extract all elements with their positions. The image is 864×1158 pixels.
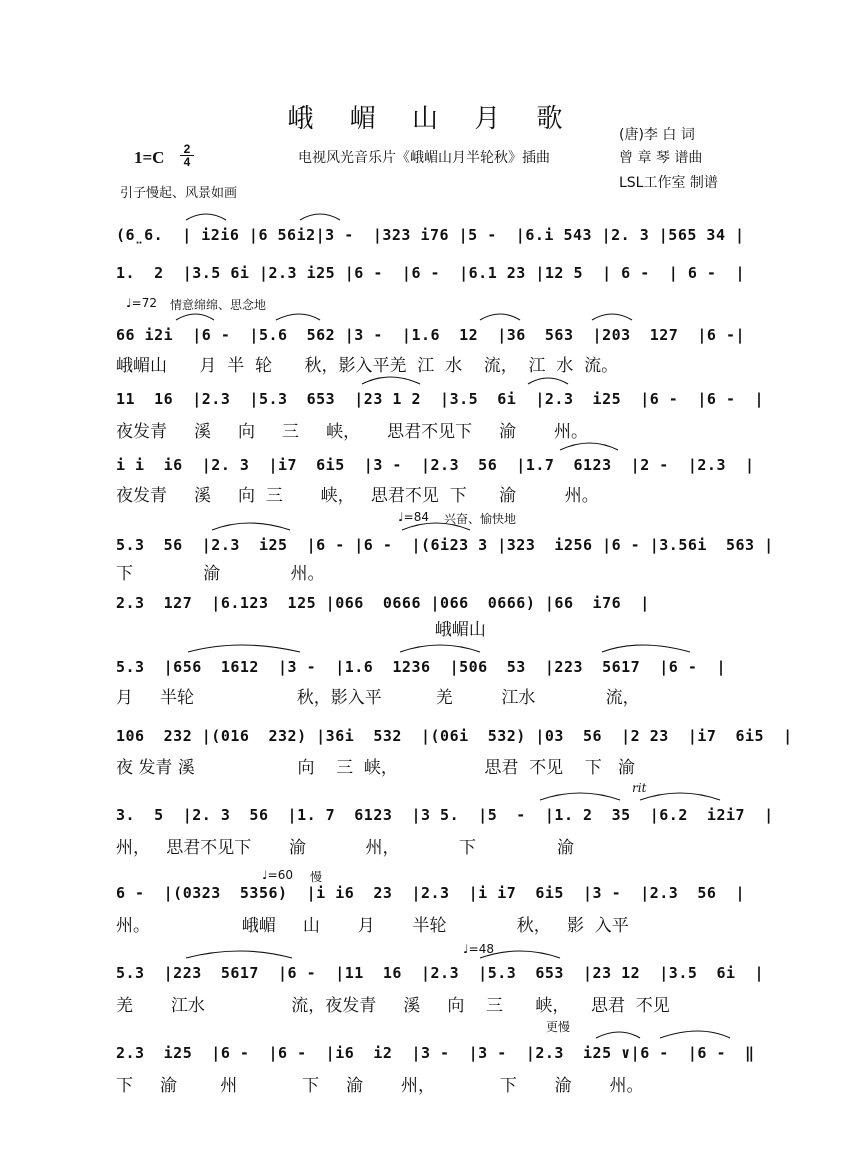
notation-text: 6 - |(0323 5356) |i i6 23 |2.3 |i i7 6i5 |3 - |2.3 56 | (116, 884, 746, 902)
music-line-5 (116, 450, 755, 480)
notation-text: 2.3 i25 |6 - |6 - |i6 i2 |3 - |3 - |2.3 i25 ∨|6 - |6 - ‖ (116, 1044, 755, 1062)
notation-text: (6̤6. | i2i6 |6 56i2|3 - |323 i76 |5 - |6.i 543 |2. 3 |565 34 | (116, 226, 745, 244)
music-line-6 (116, 530, 774, 560)
engraver-credit: LSL工作室 制谱 (619, 175, 718, 191)
music-line-11 (116, 878, 750, 908)
notation-text: 2.3 127 |6.123 125 |066 0666 |066 0666) |66 i76 | (116, 594, 650, 612)
notation-text: 3. 5 |2. 3 56 |1. 7 6123 |3 5. |5 - |1. 2 35 |6.2 i2i7 | (116, 806, 774, 824)
page-title: 峨 嵋 山 月 歌 (287, 104, 577, 134)
notation-text: 106 232 |(016 232) |36i 532 |(06i 532) |03 56 |2 23 |i7 6i5 | (116, 727, 793, 745)
time-signature-top: 2 (180, 143, 194, 156)
music-line-8 (116, 652, 750, 682)
lyric-line-10: 羌 江水 流，夜发青 溪 向 三 峡， 思君 不见 (116, 996, 670, 1016)
music-line-7 (116, 588, 750, 618)
lyric-line-6: 月 半轮 秋，影入平 羌 江水 流， (116, 688, 640, 708)
slur (212, 523, 290, 530)
expression-mark-84: 兴奋、愉快地 (444, 512, 517, 526)
slur (602, 645, 690, 652)
expression-mark-more-slowly: 更慢 (546, 1020, 571, 1034)
slur (186, 951, 292, 958)
notation-text: 5.3 56 |2.3 i25 |6 - |6 - |(6i23 3 |323 i256 |6 - |3.56i 563 | (116, 536, 774, 554)
music-line-12 (116, 958, 765, 988)
music-line-10 (116, 800, 774, 830)
notation-text: 11 16 |2.3 |5.3 653 |23 1 2 |3.5 6i |2.3 i25 |6 - |6 - | (116, 390, 765, 408)
tempo-mark-60: ♩=60 (262, 868, 293, 882)
lyric-line-4: 下 渝 州。 (116, 564, 325, 584)
slur (188, 645, 300, 652)
slur (640, 793, 720, 800)
lyric-line-8: 州， 思君不见下 渝 州， 下 渝 (116, 838, 574, 858)
lyricist-credit: (唐)李 白 词 (619, 127, 695, 143)
notation-text: 5.3 |223 5617 |6 - |11 16 |2.3 |5.3 653 |23 12 |3.5 6i | (116, 964, 765, 982)
lyric-line-1: 峨嵋山 月 半 轮 秋，影入平羌 江 水 流， 江 水 流。 (116, 356, 619, 376)
music-line-1 (116, 220, 750, 250)
lyric-line-5: 峨嵋山 (116, 620, 486, 640)
notation-text: 66 i2i |6 - |5.6 562 |3 - |1.6 12 |36 563 |203 127 |6 -| (116, 326, 746, 344)
music-line-3 (116, 320, 750, 350)
slur (362, 377, 420, 384)
music-line-13 (116, 1038, 755, 1068)
key-signature: 1=C (134, 148, 165, 167)
composer-credit: 曾 章 琴 谱曲 (619, 150, 703, 166)
expression-mark-60: 慢 (310, 870, 323, 884)
slur (400, 645, 480, 652)
music-line-4 (116, 384, 765, 414)
lyric-line-2: 夜发青 溪 向 三 峡， 思君不见下 渝 州。 (116, 422, 588, 442)
expression-mark-72: 情意绵绵、思念地 (170, 298, 267, 312)
notation-text: 5.3 |656 1612 |3 - |1.6 1236 |506 53 |223 5617 |6 - | (116, 658, 726, 676)
slur (660, 1031, 730, 1038)
slur (560, 443, 618, 450)
music-line-2 (116, 258, 750, 288)
notation-text: i i i6 |2. 3 |i7 6i5 |3 - |2.3 56 |1.7 6123 |2 - |2.3 | (116, 456, 755, 474)
notation-text: 1. 2 |3.5 6i |2.3 i25 |6 - |6 - |6.1 23 |12 5 | 6 - | 6 - | (116, 264, 746, 282)
lyric-line-9: 州。 峨嵋 山 月 半轮 秋， 影 入平 (116, 916, 629, 936)
slur (540, 793, 620, 800)
time-signature-bottom: 4 (183, 155, 191, 169)
rit-mark: rit (632, 781, 647, 795)
tempo-mark-72: ♩=72 (126, 296, 157, 310)
music-line-9 (116, 721, 793, 751)
lyric-line-7: 夜 发青 溪 向 三 峡， 思君 不见 下 渝 (116, 758, 635, 778)
tempo-mark-84: ♩=84 (398, 510, 429, 524)
time-signature (180, 143, 194, 168)
intro-direction: 引子慢起、风景如画 (120, 186, 238, 201)
tempo-mark-48: ♩=48 (463, 942, 494, 956)
lyric-line-11: 下 渝 州 下 渝 州， 下 渝 州。 (116, 1076, 644, 1096)
lyric-line-3: 夜发青 溪 向 三 峡， 思君不见 下 渝 州。 (116, 486, 599, 506)
subtitle: 电视风光音乐片《峨嵋山月半轮秋》插曲 (298, 150, 550, 166)
